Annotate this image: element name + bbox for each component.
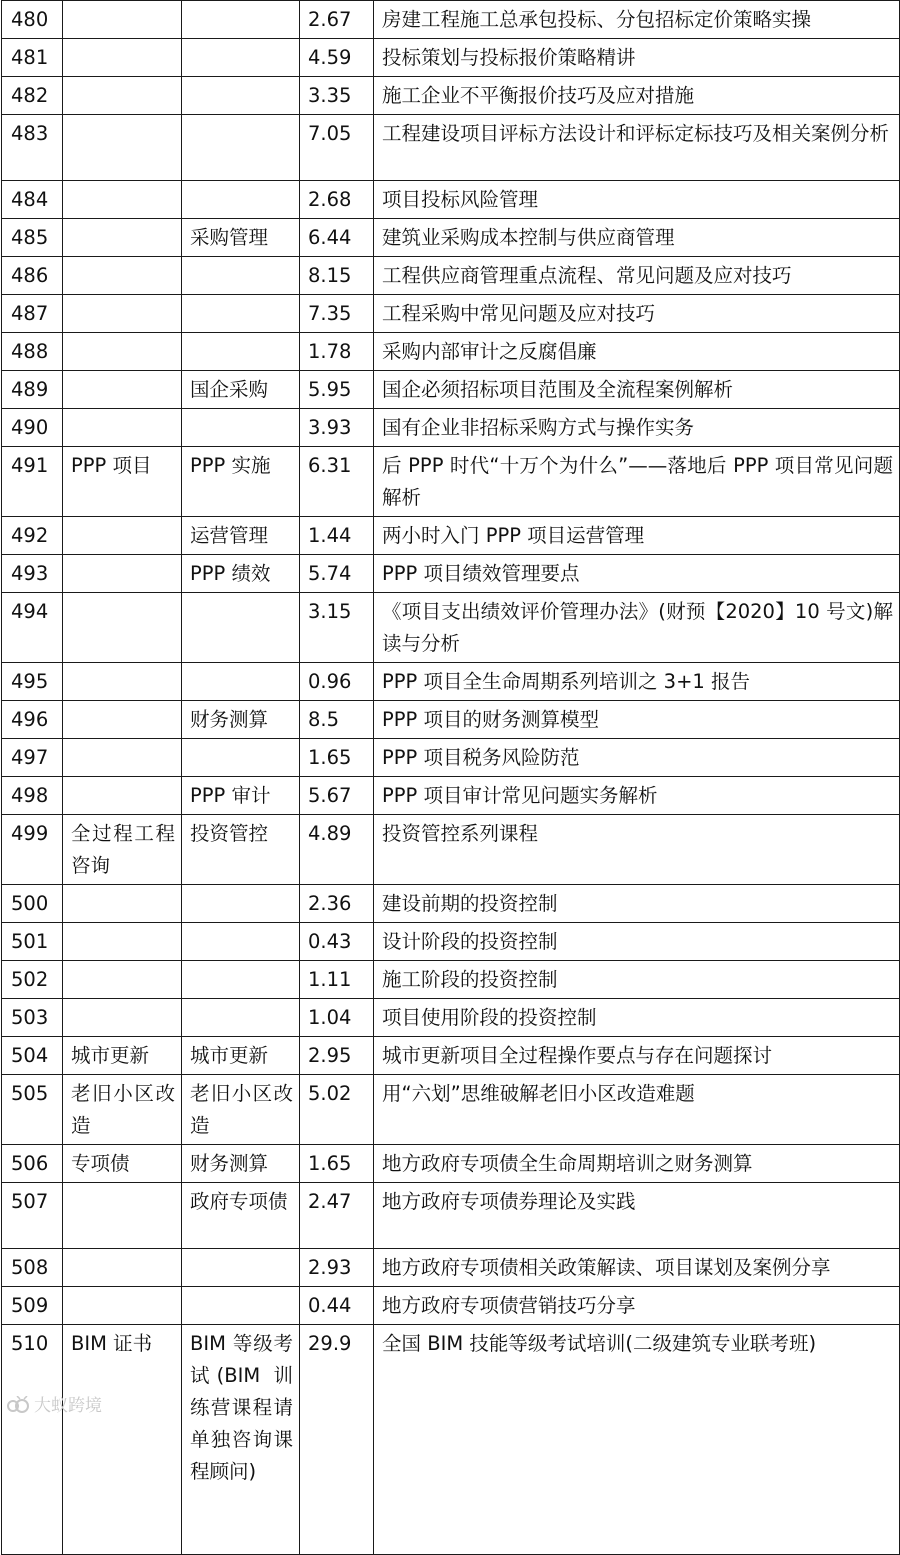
row-number: 481 bbox=[2, 39, 63, 77]
category-cell bbox=[63, 701, 182, 739]
course-title: 项目投标风险管理 bbox=[374, 181, 900, 219]
course-title: 工程采购中常见问题及应对技巧 bbox=[374, 295, 900, 333]
subcategory-cell bbox=[182, 1287, 300, 1325]
value-cell: 2.67 bbox=[300, 1, 374, 39]
category-cell bbox=[63, 1183, 182, 1249]
subcategory-cell bbox=[182, 295, 300, 333]
value-cell: 7.35 bbox=[300, 295, 374, 333]
value-cell: 6.44 bbox=[300, 219, 374, 257]
category-cell: 老旧小区改造 bbox=[63, 1075, 182, 1145]
subcategory-cell: 城市更新 bbox=[182, 1037, 300, 1075]
row-number: 484 bbox=[2, 181, 63, 219]
row-number: 510 bbox=[2, 1325, 63, 1555]
subcategory-cell: PPP 实施 bbox=[182, 447, 300, 517]
row-number: 499 bbox=[2, 815, 63, 885]
value-cell: 0.44 bbox=[300, 1287, 374, 1325]
subcategory-cell bbox=[182, 663, 300, 701]
subcategory-cell bbox=[182, 593, 300, 663]
course-title: 两小时入门 PPP 项目运营管理 bbox=[374, 517, 900, 555]
row-number: 507 bbox=[2, 1183, 63, 1249]
category-cell bbox=[63, 219, 182, 257]
value-cell: 2.93 bbox=[300, 1249, 374, 1287]
course-title: 采购内部审计之反腐倡廉 bbox=[374, 333, 900, 371]
subcategory-cell bbox=[182, 181, 300, 219]
subcategory-cell: 采购管理 bbox=[182, 219, 300, 257]
course-title: 设计阶段的投资控制 bbox=[374, 923, 900, 961]
row-number: 503 bbox=[2, 999, 63, 1037]
course-title: 建设前期的投资控制 bbox=[374, 885, 900, 923]
row-number: 483 bbox=[2, 115, 63, 181]
subcategory-cell bbox=[182, 885, 300, 923]
course-title: 《项目支出绩效评价管理办法》(财预【2020】10 号文)解读与分析 bbox=[374, 593, 900, 663]
table-row bbox=[2, 961, 900, 999]
category-cell bbox=[63, 777, 182, 815]
row-number: 496 bbox=[2, 701, 63, 739]
value-cell: 5.02 bbox=[300, 1075, 374, 1145]
value-cell: 7.05 bbox=[300, 115, 374, 181]
category-cell bbox=[63, 593, 182, 663]
category-cell bbox=[63, 555, 182, 593]
table-row bbox=[2, 999, 900, 1037]
table-row bbox=[2, 1287, 900, 1325]
value-cell: 1.04 bbox=[300, 999, 374, 1037]
course-table bbox=[1, 0, 900, 1555]
value-cell: 8.5 bbox=[300, 701, 374, 739]
row-number: 504 bbox=[2, 1037, 63, 1075]
subcategory-cell: BIM 等级考试(BIM 训练营课程请单独咨询课程顾问) bbox=[182, 1325, 300, 1555]
subcategory-cell bbox=[182, 77, 300, 115]
row-number: 498 bbox=[2, 777, 63, 815]
table-row bbox=[2, 555, 900, 593]
subcategory-cell: PPP 审计 bbox=[182, 777, 300, 815]
value-cell: 0.43 bbox=[300, 923, 374, 961]
value-cell: 6.31 bbox=[300, 447, 374, 517]
value-cell: 1.65 bbox=[300, 739, 374, 777]
row-number: 494 bbox=[2, 593, 63, 663]
table-row bbox=[2, 181, 900, 219]
subcategory-cell: 运营管理 bbox=[182, 517, 300, 555]
subcategory-cell bbox=[182, 923, 300, 961]
row-number: 492 bbox=[2, 517, 63, 555]
value-cell: 5.95 bbox=[300, 371, 374, 409]
course-title: 建筑业采购成本控制与供应商管理 bbox=[374, 219, 900, 257]
row-number: 495 bbox=[2, 663, 63, 701]
category-cell bbox=[63, 1, 182, 39]
subcategory-cell: 政府专项债 bbox=[182, 1183, 300, 1249]
course-title: PPP 项目的财务测算模型 bbox=[374, 701, 900, 739]
row-number: 493 bbox=[2, 555, 63, 593]
table-row bbox=[2, 739, 900, 777]
course-title: 城市更新项目全过程操作要点与存在问题探讨 bbox=[374, 1037, 900, 1075]
value-cell: 1.11 bbox=[300, 961, 374, 999]
table-row bbox=[2, 1, 900, 39]
value-cell: 8.15 bbox=[300, 257, 374, 295]
table-row bbox=[2, 77, 900, 115]
course-title: 用“六划”思维破解老旧小区改造难题 bbox=[374, 1075, 900, 1145]
table-row bbox=[2, 39, 900, 77]
value-cell: 1.44 bbox=[300, 517, 374, 555]
value-cell: 1.78 bbox=[300, 333, 374, 371]
row-number: 505 bbox=[2, 1075, 63, 1145]
table-body bbox=[2, 1, 900, 1555]
table-row bbox=[2, 593, 900, 663]
course-title: 国企必须招标项目范围及全流程案例解析 bbox=[374, 371, 900, 409]
category-cell bbox=[63, 885, 182, 923]
course-title: PPP 项目税务风险防范 bbox=[374, 739, 900, 777]
subcategory-cell bbox=[182, 739, 300, 777]
row-number: 491 bbox=[2, 447, 63, 517]
table-row bbox=[2, 371, 900, 409]
value-cell: 5.67 bbox=[300, 777, 374, 815]
table-row bbox=[2, 257, 900, 295]
ant-logo-icon bbox=[6, 1396, 30, 1416]
row-number: 480 bbox=[2, 1, 63, 39]
course-title: 地方政府专项债相关政策解读、项目谋划及案例分享 bbox=[374, 1249, 900, 1287]
course-title: 房建工程施工总承包投标、分包招标定价策略实操 bbox=[374, 1, 900, 39]
value-cell: 29.9 bbox=[300, 1325, 374, 1555]
course-title: 投资管控系列课程 bbox=[374, 815, 900, 885]
table-row bbox=[2, 517, 900, 555]
course-title: 投标策划与投标报价策略精讲 bbox=[374, 39, 900, 77]
subcategory-cell bbox=[182, 257, 300, 295]
course-title: PPP 项目审计常见问题实务解析 bbox=[374, 777, 900, 815]
row-number: 487 bbox=[2, 295, 63, 333]
watermark bbox=[6, 1396, 102, 1416]
course-title: 地方政府专项债券理论及实践 bbox=[374, 1183, 900, 1249]
table-row bbox=[2, 409, 900, 447]
category-cell bbox=[63, 663, 182, 701]
category-cell bbox=[63, 999, 182, 1037]
value-cell: 3.35 bbox=[300, 77, 374, 115]
row-number: 506 bbox=[2, 1145, 63, 1183]
course-title: 施工阶段的投资控制 bbox=[374, 961, 900, 999]
value-cell: 2.36 bbox=[300, 885, 374, 923]
table-row bbox=[2, 815, 900, 885]
table-row bbox=[2, 1325, 900, 1555]
course-title: 全国 BIM 技能等级考试培训(二级建筑专业联考班) bbox=[374, 1325, 900, 1555]
value-cell: 5.74 bbox=[300, 555, 374, 593]
row-number: 490 bbox=[2, 409, 63, 447]
subcategory-cell bbox=[182, 1, 300, 39]
row-number: 501 bbox=[2, 923, 63, 961]
table-row bbox=[2, 885, 900, 923]
course-title: 项目使用阶段的投资控制 bbox=[374, 999, 900, 1037]
subcategory-cell bbox=[182, 999, 300, 1037]
course-title: 国有企业非招标采购方式与操作实务 bbox=[374, 409, 900, 447]
subcategory-cell bbox=[182, 333, 300, 371]
category-cell bbox=[63, 739, 182, 777]
table-row bbox=[2, 701, 900, 739]
category-cell: BIM 证书 bbox=[63, 1325, 182, 1555]
subcategory-cell: 投资管控 bbox=[182, 815, 300, 885]
table-row bbox=[2, 1075, 900, 1145]
value-cell: 2.47 bbox=[300, 1183, 374, 1249]
row-number: 485 bbox=[2, 219, 63, 257]
value-cell: 2.68 bbox=[300, 181, 374, 219]
subcategory-cell: 老旧小区改造 bbox=[182, 1075, 300, 1145]
category-cell: 城市更新 bbox=[63, 1037, 182, 1075]
category-cell: 全过程工程咨询 bbox=[63, 815, 182, 885]
category-cell bbox=[63, 409, 182, 447]
row-number: 486 bbox=[2, 257, 63, 295]
category-cell bbox=[63, 257, 182, 295]
course-title: 后 PPP 时代“十万个为什么”——落地后 PPP 项目常见问题解析 bbox=[374, 447, 900, 517]
category-cell: PPP 项目 bbox=[63, 447, 182, 517]
table-row bbox=[2, 295, 900, 333]
category-cell bbox=[63, 181, 182, 219]
category-cell bbox=[63, 77, 182, 115]
subcategory-cell bbox=[182, 115, 300, 181]
category-cell bbox=[63, 295, 182, 333]
value-cell: 1.65 bbox=[300, 1145, 374, 1183]
row-number: 489 bbox=[2, 371, 63, 409]
row-number: 497 bbox=[2, 739, 63, 777]
course-title: PPP 项目全生命周期系列培训之 3+1 报告 bbox=[374, 663, 900, 701]
table-row bbox=[2, 447, 900, 517]
value-cell: 2.95 bbox=[300, 1037, 374, 1075]
category-cell bbox=[63, 517, 182, 555]
course-title: 工程供应商管理重点流程、常见问题及应对技巧 bbox=[374, 257, 900, 295]
category-cell bbox=[63, 371, 182, 409]
table-row bbox=[2, 1183, 900, 1249]
table-row bbox=[2, 663, 900, 701]
category-cell bbox=[63, 39, 182, 77]
course-title: PPP 项目绩效管理要点 bbox=[374, 555, 900, 593]
table-row bbox=[2, 1145, 900, 1183]
value-cell: 3.93 bbox=[300, 409, 374, 447]
subcategory-cell bbox=[182, 1249, 300, 1287]
subcategory-cell: PPP 绩效 bbox=[182, 555, 300, 593]
value-cell: 3.15 bbox=[300, 593, 374, 663]
category-cell bbox=[63, 961, 182, 999]
table-row bbox=[2, 1249, 900, 1287]
table-row bbox=[2, 777, 900, 815]
category-cell bbox=[63, 923, 182, 961]
subcategory-cell bbox=[182, 39, 300, 77]
category-cell bbox=[63, 1287, 182, 1325]
course-title: 施工企业不平衡报价技巧及应对措施 bbox=[374, 77, 900, 115]
subcategory-cell: 财务测算 bbox=[182, 1145, 300, 1183]
value-cell: 0.96 bbox=[300, 663, 374, 701]
category-cell: 专项债 bbox=[63, 1145, 182, 1183]
table-row bbox=[2, 1037, 900, 1075]
row-number: 482 bbox=[2, 77, 63, 115]
row-number: 502 bbox=[2, 961, 63, 999]
category-cell bbox=[63, 1249, 182, 1287]
subcategory-cell bbox=[182, 409, 300, 447]
table-row bbox=[2, 923, 900, 961]
watermark-text: 大蚁跨境 bbox=[34, 1396, 102, 1416]
value-cell: 4.89 bbox=[300, 815, 374, 885]
row-number: 509 bbox=[2, 1287, 63, 1325]
value-cell: 4.59 bbox=[300, 39, 374, 77]
course-title: 地方政府专项债营销技巧分享 bbox=[374, 1287, 900, 1325]
table-row bbox=[2, 219, 900, 257]
course-title: 地方政府专项债全生命周期培训之财务测算 bbox=[374, 1145, 900, 1183]
subcategory-cell: 国企采购 bbox=[182, 371, 300, 409]
subcategory-cell bbox=[182, 961, 300, 999]
category-cell bbox=[63, 333, 182, 371]
category-cell bbox=[63, 115, 182, 181]
table-row bbox=[2, 115, 900, 181]
subcategory-cell: 财务测算 bbox=[182, 701, 300, 739]
row-number: 488 bbox=[2, 333, 63, 371]
row-number: 500 bbox=[2, 885, 63, 923]
table-row bbox=[2, 333, 900, 371]
row-number: 508 bbox=[2, 1249, 63, 1287]
course-title: 工程建设项目评标方法设计和评标定标技巧及相关案例分析 bbox=[374, 115, 900, 181]
